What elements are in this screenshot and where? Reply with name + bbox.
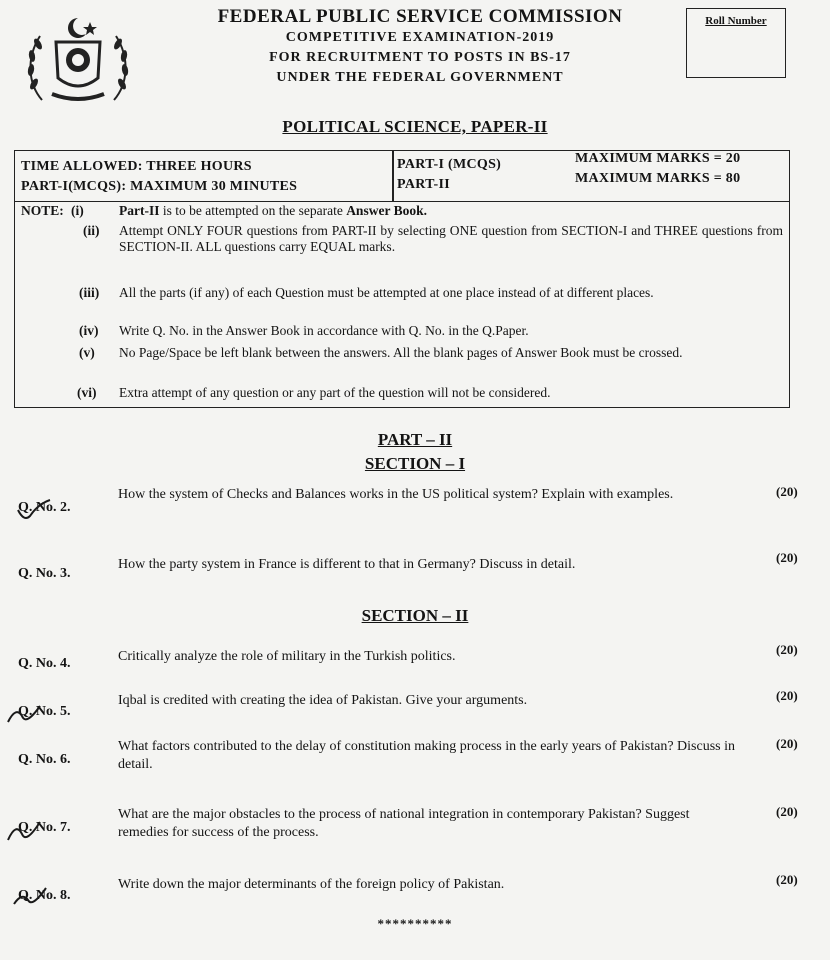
handwritten-tick-icon [10,884,50,914]
state-emblem-icon [22,14,134,108]
note-item: Extra attempt of any question or any part of the question will not be considered. [119,385,551,400]
note-number: (ii) [83,223,100,238]
note-number: (iii) [79,285,100,300]
handwritten-tick-icon [4,816,44,848]
max-marks-part1: MAXIMUM MARKS = 20 [575,151,741,166]
note-number: (i) [71,203,84,218]
exam-name: COMPETITIVE EXAMINATION-2019 [285,30,555,45]
question-marks: (20) [776,642,798,657]
instructions-box [14,150,790,408]
question-marks: (20) [776,688,798,703]
note-number: (v) [79,345,95,360]
question-number: Q. No. 8. [18,888,71,903]
commission-title: FEDERAL PUBLIC SERVICE COMMISSION [217,6,623,27]
paper-title: POLITICAL SCIENCE, PAPER-II [282,117,548,136]
note-number: (vi) [77,385,97,400]
question-marks: (20) [776,484,798,499]
note-number: (iv) [79,323,99,338]
government-line: UNDER THE FEDERAL GOVERNMENT [276,70,564,85]
exam-header [150,6,690,88]
question-number: Q. No. 3. [18,566,71,581]
question-text: What are the major obstacles to the process of national integration in contemporary Pakistan? Suggest remedies for success of the process. [118,807,690,840]
section2-heading: SECTION – II [361,606,469,625]
part2-label: PART-II [397,177,450,192]
question-text: Iqbal is credited with creating the idea of Pakistan. Give your arguments. [118,693,528,708]
question-marks: (20) [776,550,798,565]
note-item: Attempt ONLY FOUR questions from PART-II by selecting ONE question from SECTION-I and THREE questions from SECTION-II. ALL questions carry EQUAL marks. [119,223,783,254]
question-text: Write down the major determinants of the foreign policy of Pakistan. [118,877,505,892]
section1-heading: SECTION – I [364,454,466,473]
question-marks: (20) [776,736,798,751]
handwritten-tick-icon [14,496,54,526]
note-item: No Page/Space be left blank between the answers. All the blank pages of Answer Book must be crossed. [119,345,683,360]
question-number: Q. No. 5. [18,704,71,719]
question-number: Q. No. 4. [18,656,71,671]
handwritten-tick-icon [4,700,44,730]
part-heading: PART – II [377,430,453,449]
note-item: All the parts (if any) of each Question must be attempted at one place instead of at different places. [119,285,654,300]
time-allowed: TIME ALLOWED: THREE HOURS [21,159,252,174]
end-of-paper-mark: ********** [377,916,453,931]
question-marks: (20) [776,872,798,887]
question-text: How the party system in France is different to that in Germany? Discuss in detail. [118,557,576,572]
question-text: What factors contributed to the delay of constitution making process in the early years of Pakistan? Discuss in detail. [118,739,736,772]
question-text: How the system of Checks and Balances works in the US political system? Explain with examples. [118,487,674,502]
time-marks-table [15,151,789,202]
max-marks-part2: MAXIMUM MARKS = 80 [575,171,741,186]
part1-label: PART-I (MCQS) [397,157,502,172]
part1-time: PART-I(MCQS): MAXIMUM 30 MINUTES [21,179,298,194]
note-label: NOTE: [21,203,64,218]
question-text: Critically analyze the role of military in the Turkish politics. [118,649,456,664]
roll-number-label: Roll Number [705,15,767,27]
note-item: Write Q. No. in the Answer Book in accordance with Q. No. in the Q.Paper. [119,323,529,338]
question-number: Q. No. 7. [18,820,71,835]
question-number: Q. No. 6. [18,752,71,767]
roll-number-box[interactable] [686,8,786,78]
question-marks: (20) [776,804,798,819]
note-item: Part-II is to be attempted on the separate Answer Book. [119,203,427,218]
recruitment-line: FOR RECRUITMENT TO POSTS IN BS-17 [269,50,571,65]
question-number: Q. No. 2. [18,500,71,515]
